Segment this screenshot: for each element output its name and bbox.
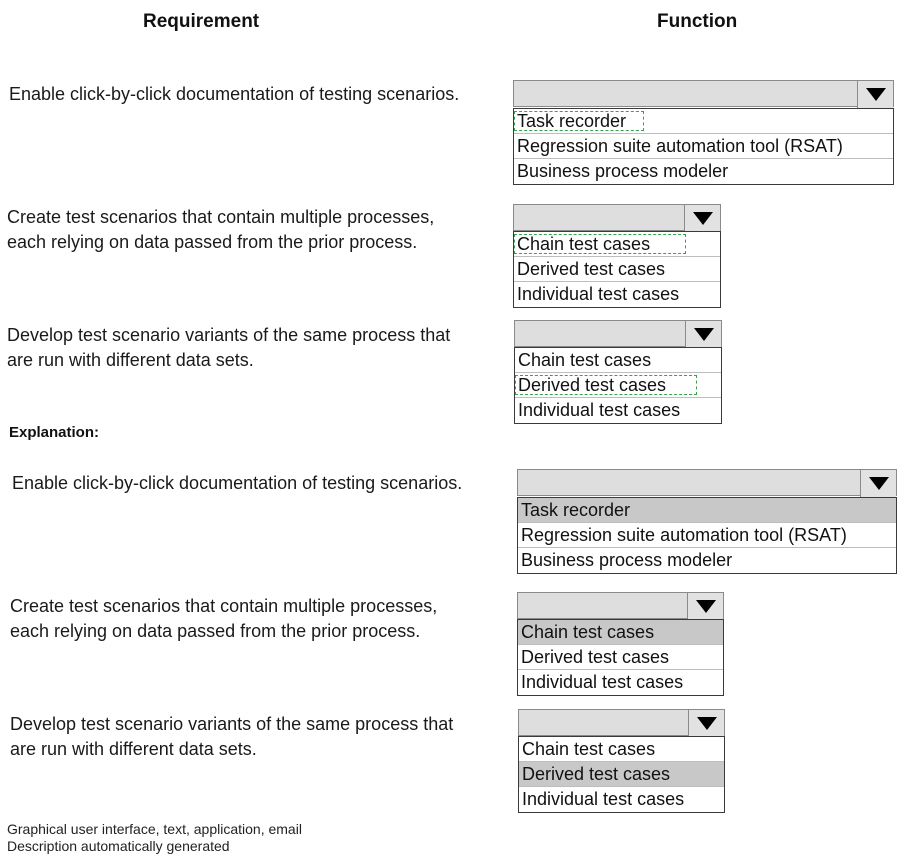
explanation-heading: Explanation: — [9, 424, 100, 441]
explanation-dropdown-3[interactable] — [518, 709, 725, 810]
dropdown-options — [513, 231, 721, 308]
dropdown-option[interactable] — [515, 398, 721, 423]
dropdown-header[interactable] — [513, 80, 894, 107]
requirement-line: Create test scenarios that contain multiple processes, — [7, 207, 435, 227]
triangle-down-icon — [696, 600, 716, 613]
triangle-down-icon — [693, 212, 713, 225]
dropdown-option[interactable] — [519, 787, 724, 812]
option-label: Regression suite automation tool (RSAT) — [521, 525, 847, 545]
dropdown-arrow-button[interactable] — [860, 470, 896, 497]
triangle-down-icon — [697, 717, 717, 730]
question-requirement-2 — [7, 205, 434, 255]
requirement-line: Develop test scenario variants of the same process that — [7, 325, 451, 345]
option-label: Derived test cases — [522, 764, 671, 784]
function-column-header: Function — [657, 11, 738, 32]
dropdown-option-selected[interactable] — [518, 498, 896, 523]
option-label: Individual test cases — [517, 284, 680, 304]
option-label: Derived test cases — [521, 647, 670, 667]
option-label: Chain test cases — [518, 350, 652, 370]
requirement-line: each relying on data passed from the prior process. — [10, 621, 421, 641]
option-label: Business process modeler — [517, 161, 729, 181]
option-label: Business process modeler — [521, 550, 733, 570]
triangle-down-icon — [694, 328, 714, 341]
explanation-requirement-2 — [10, 594, 437, 644]
dropdown-option[interactable] — [515, 373, 721, 398]
requirement-line: Develop test scenario variants of the same process that — [10, 714, 454, 734]
option-label: Chain test cases — [517, 234, 651, 254]
dropdown-option[interactable] — [514, 109, 893, 134]
dropdown-header[interactable] — [517, 469, 897, 496]
dropdown-options — [517, 619, 724, 696]
caption-line: Description automatically generated — [7, 838, 230, 854]
dropdown-arrow-button[interactable] — [684, 205, 720, 232]
option-label: Task recorder — [517, 111, 627, 131]
option-label: Chain test cases — [521, 622, 655, 642]
dropdown-header[interactable] — [518, 709, 725, 736]
dropdown-options — [513, 108, 894, 185]
explanation-requirement-1 — [12, 471, 462, 496]
image-caption — [7, 821, 302, 855]
question-dropdown-3[interactable] — [514, 320, 722, 421]
dropdown-option[interactable] — [514, 159, 893, 184]
dropdown-option[interactable] — [518, 523, 896, 548]
requirement-line: Enable click-by-click documentation of testing scenarios. — [9, 84, 460, 104]
dropdown-header[interactable] — [517, 592, 724, 619]
triangle-down-icon — [869, 477, 889, 490]
explanation-requirement-3 — [10, 712, 453, 762]
dropdown-option[interactable] — [519, 737, 724, 762]
dropdown-header[interactable] — [514, 320, 722, 347]
option-label: Derived test cases — [518, 375, 667, 395]
dropdown-arrow-button[interactable] — [685, 321, 721, 348]
dropdown-header[interactable] — [513, 204, 721, 231]
triangle-down-icon — [866, 88, 886, 101]
dropdown-option[interactable] — [518, 645, 723, 670]
dropdown-option[interactable] — [515, 348, 721, 373]
requirement-line: Enable click-by-click documentation of testing scenarios. — [12, 473, 463, 493]
option-label: Task recorder — [521, 500, 631, 520]
dropdown-option[interactable] — [518, 670, 723, 695]
option-label: Individual test cases — [522, 789, 685, 809]
requirement-line: Create test scenarios that contain multiple processes, — [10, 596, 438, 616]
dropdown-option[interactable] — [514, 282, 720, 307]
option-label: Chain test cases — [522, 739, 656, 759]
option-label: Individual test cases — [521, 672, 684, 692]
dropdown-arrow-button[interactable] — [687, 593, 723, 620]
dropdown-options — [517, 497, 897, 574]
requirement-line: are run with different data sets. — [7, 350, 254, 370]
dropdown-option[interactable] — [518, 548, 896, 573]
dropdown-arrow-button[interactable] — [688, 710, 724, 737]
requirement-column-header: Requirement — [143, 11, 260, 32]
question-dropdown-2[interactable] — [513, 204, 721, 305]
dropdown-arrow-button[interactable] — [857, 81, 893, 108]
explanation-dropdown-1[interactable] — [517, 469, 897, 575]
question-dropdown-1[interactable] — [513, 80, 894, 186]
question-requirement-3 — [7, 323, 450, 373]
requirement-line: are run with different data sets. — [10, 739, 257, 759]
dropdown-option[interactable] — [514, 134, 893, 159]
option-label: Individual test cases — [518, 400, 681, 420]
dropdown-option[interactable] — [514, 232, 720, 257]
option-label: Regression suite automation tool (RSAT) — [517, 136, 843, 156]
explanation-dropdown-2[interactable] — [517, 592, 724, 693]
dropdown-option[interactable] — [514, 257, 720, 282]
dropdown-option-selected[interactable] — [518, 620, 723, 645]
question-requirement-1 — [9, 82, 459, 107]
dropdown-option-selected[interactable] — [519, 762, 724, 787]
option-label: Derived test cases — [517, 259, 666, 279]
requirement-line: each relying on data passed from the prior process. — [7, 232, 418, 252]
dropdown-options — [514, 347, 722, 424]
caption-line: Graphical user interface, text, application, email — [7, 821, 302, 837]
dropdown-options — [518, 736, 725, 813]
